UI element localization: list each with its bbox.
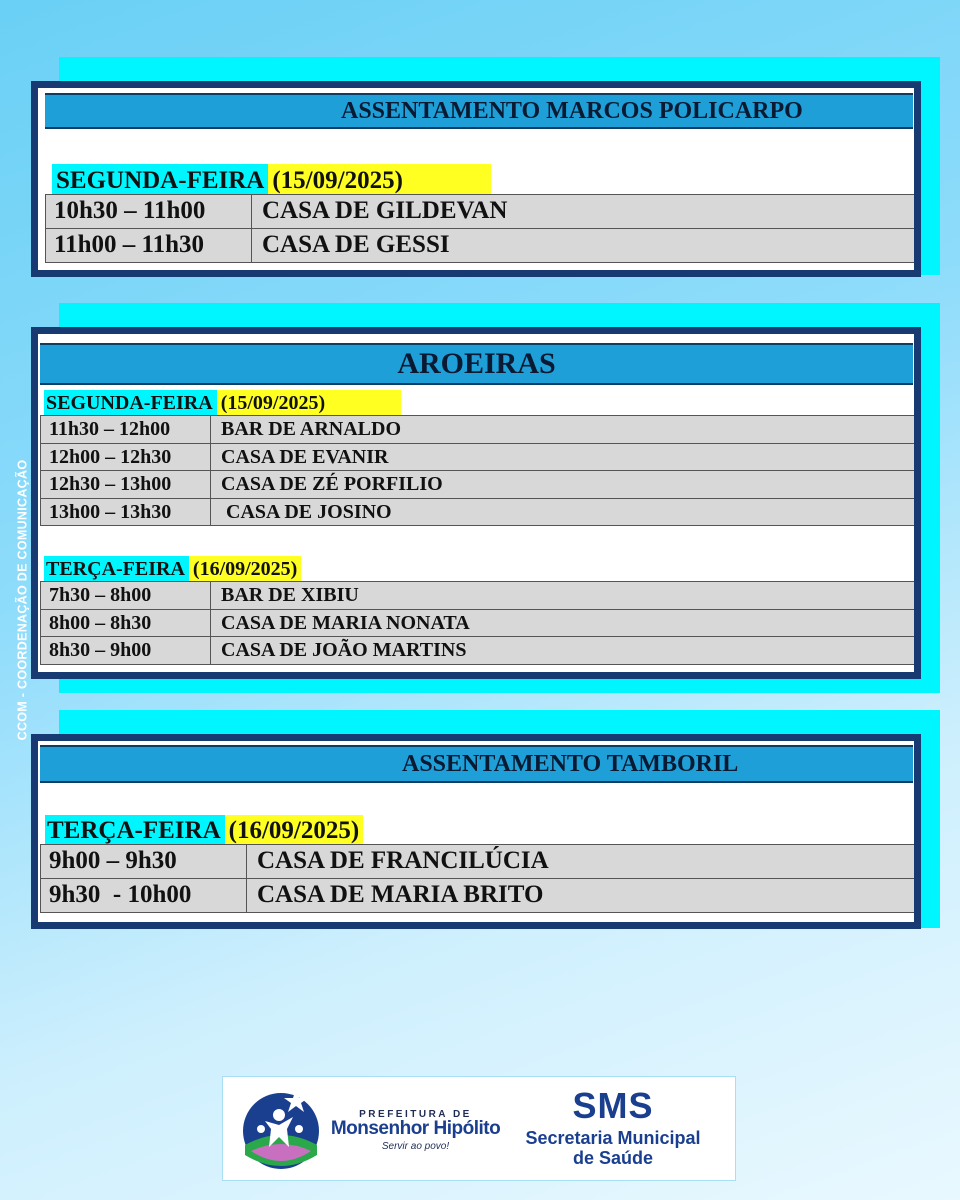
day-name: SEGUNDA-FEIRA: [52, 164, 268, 198]
table-row: [45, 229, 914, 263]
time-cell: 8h00 – 8h30: [41, 610, 211, 637]
table-row: [40, 582, 914, 610]
place-cell: CASA DE ZÉ PORFILIO: [221, 473, 443, 495]
day-header: [52, 164, 491, 198]
place-cell: CASA DE FRANCILÚCIA: [257, 847, 549, 874]
time-cell: 10h30 – 11h00: [46, 195, 252, 228]
section-title: ASSENTAMENTO MARCOS POLICARPO: [341, 98, 803, 124]
time-cell: 9h00 – 9h30: [41, 845, 247, 878]
time-cell: 8h30 – 9h00: [41, 637, 211, 664]
prefeitura-name: Monsenhor Hipólito: [330, 1118, 501, 1139]
place-cell: CASA DE MARIA BRITO: [257, 881, 544, 908]
table-row: [40, 637, 914, 665]
section-tamboril: [31, 734, 921, 929]
sms-line-1: Secretaria Municipal: [525, 1128, 701, 1148]
table-row: [40, 499, 914, 527]
table-row: [40, 879, 914, 913]
place-cell: CASA DE MARIA NONATA: [221, 611, 470, 634]
schedule-table: [40, 581, 914, 665]
time-cell: 11h00 – 11h30: [46, 229, 252, 262]
day-header: [44, 390, 401, 417]
side-label-text: CCOM - COORDENAÇÃO DE COMUNICAÇÃO: [15, 459, 30, 741]
section-marcos-policarpo: [31, 81, 921, 277]
day-date: (16/09/2025): [189, 556, 301, 583]
prefeitura-emblem-icon: [241, 1085, 321, 1173]
schedule-table: [40, 415, 914, 526]
schedule-table: [40, 844, 914, 913]
time-cell: 12h00 – 12h30: [41, 444, 211, 471]
section-aroeiras: [31, 327, 921, 679]
footer-logos: [222, 1076, 736, 1181]
place-cell: CASA DE EVANIR: [221, 445, 389, 468]
day-header: [44, 556, 301, 583]
table-row: [40, 471, 914, 499]
side-label: [11, 430, 33, 770]
day-date: (15/09/2025): [268, 164, 491, 198]
place-cell: BAR DE XIBIU: [221, 584, 359, 606]
table-row: [45, 195, 914, 229]
section-title: ASSENTAMENTO TAMBORIL: [402, 751, 739, 777]
section-title-bar: [40, 343, 913, 385]
table-row: [40, 610, 914, 638]
sms-line-2: de Saúde: [572, 1148, 654, 1168]
section-title: AROEIRAS: [397, 347, 556, 380]
place-cell: CASA DE JOSINO: [221, 500, 392, 523]
schedule-table: [45, 194, 914, 263]
place-cell: CASA DE GILDEVAN: [262, 197, 508, 224]
time-cell: 7h30 – 8h00: [41, 582, 211, 609]
section-title-bar: [45, 93, 913, 129]
time-cell: 9h30 - 10h00: [41, 879, 247, 912]
table-row: [40, 416, 914, 444]
table-row: [40, 444, 914, 472]
place-cell: CASA DE GESSI: [262, 231, 450, 258]
table-row: [40, 845, 914, 879]
place-cell: BAR DE ARNALDO: [221, 418, 402, 440]
day-header: [45, 815, 363, 847]
day-name: SEGUNDA-FEIRA: [44, 390, 217, 417]
day-name: TERÇA-FEIRA: [44, 556, 189, 583]
time-cell: 13h00 – 13h30: [41, 499, 211, 526]
sms-abbr: SMS: [572, 1085, 654, 1126]
prefeitura-top-text: PREFEITURA DE: [359, 1109, 472, 1120]
day-date: (15/09/2025): [217, 390, 401, 417]
time-cell: 11h30 – 12h00: [41, 416, 211, 443]
prefeitura-slogan: Servir ao povo!: [381, 1141, 450, 1152]
place-cell: CASA DE JOÃO MARTINS: [221, 639, 467, 661]
time-cell: 12h30 – 13h00: [41, 471, 211, 498]
day-date: (16/09/2025): [225, 815, 364, 847]
day-name: TERÇA-FEIRA: [45, 815, 225, 847]
section-title-bar: [40, 745, 913, 783]
